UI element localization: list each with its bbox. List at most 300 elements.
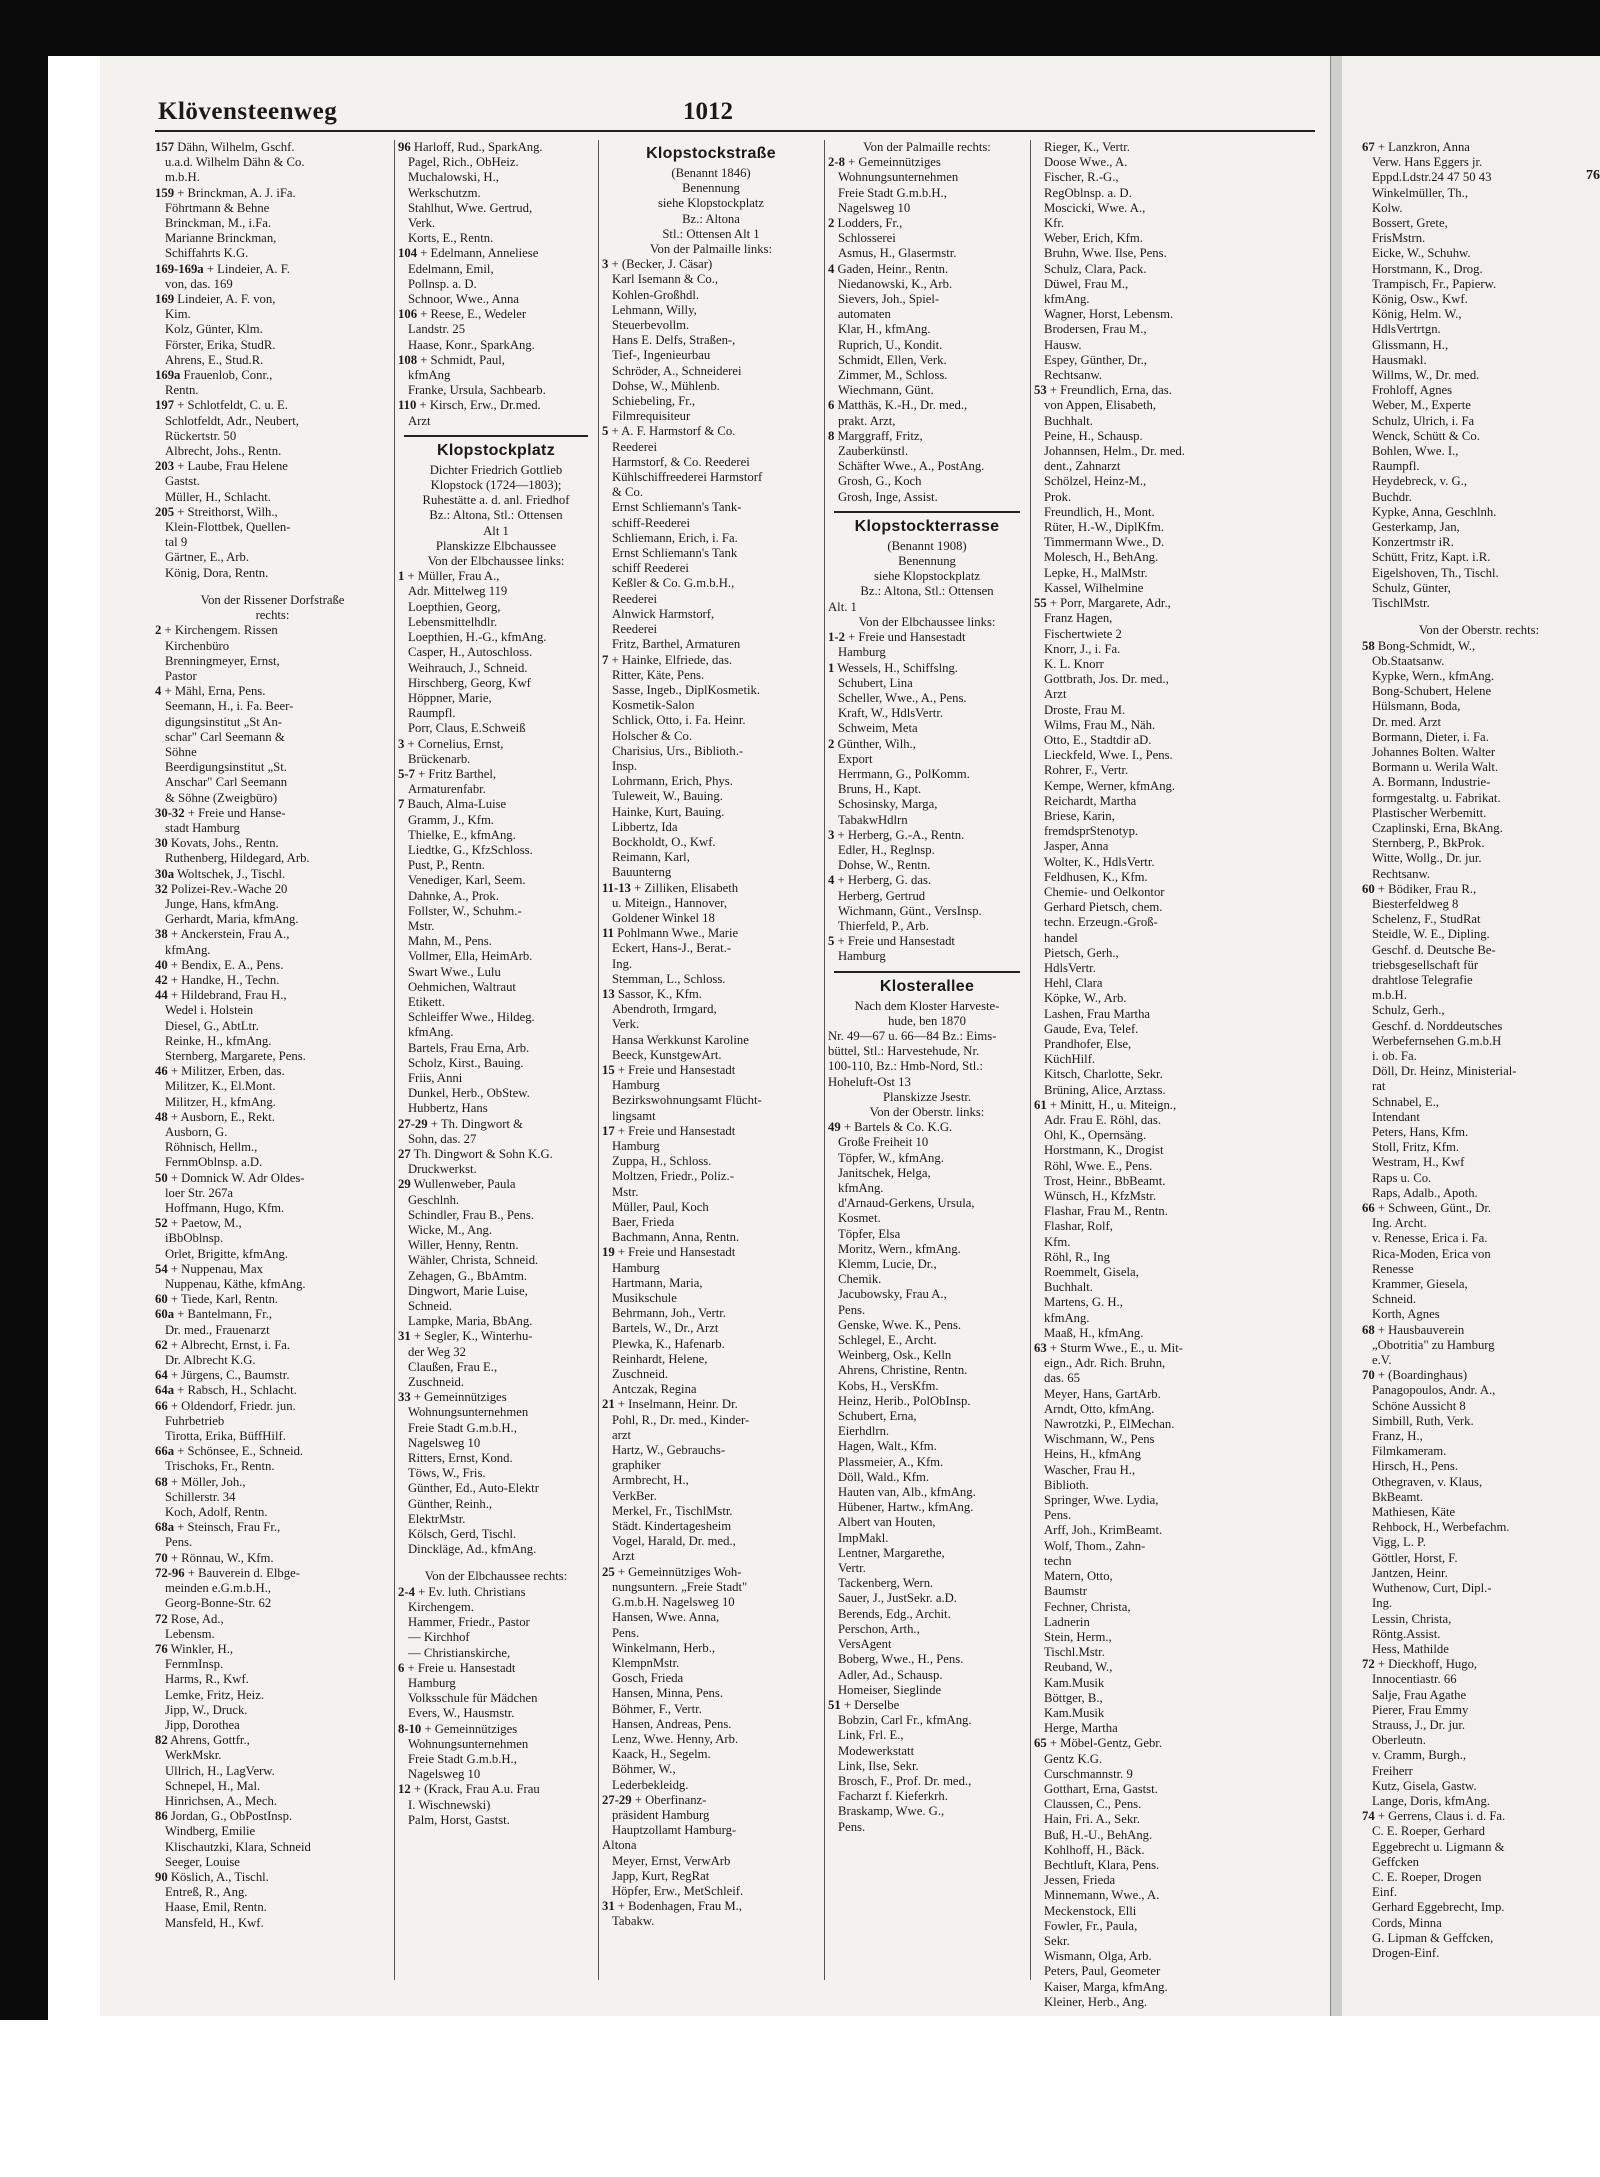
- resident-line: Tirotta, Erika, BüffHilf.: [165, 1429, 286, 1444]
- resident-line: Ing. Archt.: [1372, 1216, 1427, 1231]
- house-number: 62: [155, 1337, 168, 1352]
- resident-line: Heinz, Herib., PolObInsp.: [838, 1393, 971, 1408]
- resident-line: Rückertstr. 50: [165, 428, 237, 443]
- house-number: 48: [155, 1109, 168, 1124]
- resident-line: büttel, Stl.: Harvestehude, Nr.: [828, 1044, 980, 1059]
- address-entry: [1034, 1098, 1260, 1113]
- resident-line: siehe Klopstockplatz: [873, 569, 981, 584]
- resident-line: Von der Palmaille links:: [649, 242, 773, 257]
- resident-line: Buchhalt.: [1044, 1280, 1093, 1295]
- resident-line: Link, Frl. E.,: [838, 1728, 904, 1743]
- house-number: 169a: [155, 368, 181, 383]
- resident-line: Ahrens, E., Stud.R.: [165, 352, 264, 367]
- resident-line: Hartmann, Maria,: [612, 1275, 703, 1290]
- resident-line: Wohnungsunternehmen: [408, 1405, 529, 1420]
- resident-line: Söhne: [165, 744, 197, 759]
- resident-line: TischlMstr.: [1372, 596, 1430, 611]
- resident-line: digungsinstitut „St An-: [165, 714, 283, 729]
- entry-text: + Sturm Wwe., E., u. Mit-: [1046, 1341, 1183, 1356]
- entry-text: + A. F. Harmstorf & Co.: [608, 424, 736, 439]
- resident-line: Kolz, Günter, Klm.: [165, 322, 263, 337]
- house-number: 86: [155, 1809, 168, 1824]
- resident-line: Ausborn, G.: [165, 1125, 228, 1139]
- resident-line: HdlsVertr.: [1044, 960, 1096, 975]
- house-number: 30-32: [155, 805, 185, 820]
- resident-line: Trost, Heinr., BbBeamt.: [1044, 1173, 1166, 1188]
- resident-line: Hans E. Delfs, Straßen-,: [612, 333, 736, 348]
- resident-line: Lieckfeld, Wwe. I., Pens.: [1044, 748, 1173, 763]
- entry-text: + Reese, E., Wedeler: [417, 307, 527, 322]
- resident-line: Steidle, W. E., Dipling.: [1372, 927, 1490, 942]
- resident-line: Arzt: [1044, 687, 1067, 702]
- resident-line: Biesterfeldweg 8: [1372, 896, 1459, 911]
- resident-line: Czaplinski, Erna, BkAng.: [1372, 820, 1503, 835]
- resident-line: Berends, Edg., Archit.: [838, 1606, 951, 1621]
- resident-line: Kohlhoff, H., Bäck.: [1044, 1842, 1145, 1857]
- resident-line: Göttler, Horst, F.: [1372, 1550, 1458, 1565]
- resident-line: Wischmann, W., Pens: [1044, 1432, 1155, 1447]
- entry-text: Matthäs, K.-H., Dr. med.,: [834, 398, 968, 413]
- resident-line: Georg-Bonne-Str. 62: [165, 1596, 272, 1611]
- resident-line: Raps u. Co.: [1372, 1170, 1432, 1185]
- resident-line: Planskizze Jsestr.: [882, 1089, 972, 1104]
- resident-line: Kam.Musik: [1044, 1675, 1105, 1690]
- resident-line: Trischoks, Fr., Rentn.: [165, 1459, 275, 1474]
- resident-line: Genske, Wwe. K., Pens.: [838, 1317, 962, 1332]
- resident-line: Briese, Karin,: [1044, 808, 1115, 823]
- resident-line: Rieger, K., Vertr.: [1044, 140, 1130, 154]
- entry-text: + Schönsee, E., Schneid.: [174, 1444, 304, 1459]
- resident-line: Scholz, Kirst., Bauing.: [408, 1055, 524, 1070]
- house-number: 2-8: [828, 155, 845, 170]
- address-entry: [828, 934, 1026, 949]
- address-entry: [602, 1397, 820, 1412]
- resident-line: Zehagen, G., BbAmtm.: [408, 1268, 528, 1283]
- resident-line: Heins, H., kfmAng: [1044, 1447, 1141, 1462]
- resident-line: Töpfer, Elsa: [838, 1226, 901, 1241]
- house-number: 11-13: [602, 880, 631, 895]
- resident-line: Dingwort, Marie Luise,: [408, 1283, 528, 1298]
- resident-line: Planskizze Elbchaussee: [435, 538, 557, 553]
- resident-line: Pens.: [838, 1302, 866, 1317]
- resident-line: Hess, Mathilde: [1372, 1641, 1449, 1656]
- resident-line: Wismann, Olga, Arb.: [1044, 1949, 1152, 1964]
- resident-line: formgestaltg. u. Fabrikat.: [1372, 790, 1501, 805]
- resident-line: Lampke, Maria, BbAng.: [408, 1314, 533, 1329]
- house-number: 4: [155, 684, 162, 699]
- resident-line: BkBeamt.: [1372, 1489, 1424, 1504]
- entry-text: + Freie und Hansestadt: [614, 1123, 736, 1138]
- house-number: 40: [155, 957, 168, 972]
- house-number: 54: [155, 1261, 168, 1276]
- resident-line: Böhmer, W.,: [612, 1762, 676, 1777]
- entry-text: Lodders, Fr.,: [834, 216, 903, 231]
- resident-line: Johannes Bolten. Walter: [1372, 744, 1496, 759]
- house-number: 11: [602, 926, 614, 941]
- house-number: 64: [155, 1368, 168, 1383]
- resident-line: Entreß, R., Ang.: [165, 1885, 248, 1900]
- resident-line: Hansen, Andreas, Pens.: [612, 1716, 732, 1731]
- resident-line: stadt Hamburg: [165, 820, 240, 835]
- resident-line: Grosh, G., Koch: [838, 474, 922, 489]
- resident-line: Klar, H., kfmAng.: [838, 322, 931, 337]
- resident-line: Kim.: [165, 307, 191, 322]
- resident-line: Ing.: [1372, 1596, 1393, 1611]
- resident-line: triebsgesellschaft für: [1372, 957, 1479, 972]
- house-number: 72-96: [155, 1565, 185, 1580]
- resident-line: Verk.: [408, 216, 436, 231]
- address-entry: [828, 630, 1026, 645]
- house-number: 61: [1034, 1097, 1047, 1112]
- resident-line: Verk.: [612, 1017, 640, 1032]
- section-rule: [834, 511, 1020, 513]
- house-number: 2: [155, 623, 162, 638]
- resident-line: Kobs, H., VersKfm.: [838, 1378, 939, 1393]
- resident-line: Freie Stadt G.m.b.H.,: [838, 185, 947, 200]
- resident-line: Hammer, Friedr., Pastor: [408, 1615, 530, 1630]
- resident-line: Lashen, Frau Martha: [1044, 1006, 1151, 1021]
- resident-line: Eppd.Ldstr.24 47 50 43: [1372, 170, 1492, 185]
- address-entry: [155, 1262, 390, 1277]
- resident-line: Mansfeld, H., Kwf.: [165, 1915, 264, 1930]
- entry-text: + Dieckhoff, Hugo,: [1374, 1657, 1478, 1672]
- resident-line: Hainke, Kurt, Bauing.: [612, 804, 725, 819]
- address-entry: [828, 873, 1026, 888]
- resident-line: Casper, H., Autoschloss.: [408, 645, 533, 660]
- entry-text: + Freie u. Hansestadt: [404, 1660, 516, 1675]
- resident-line: Beeck, KunstgewArt.: [612, 1047, 722, 1062]
- resident-line: Wenck, Schütt & Co.: [1372, 428, 1480, 443]
- resident-line: m.b.H.: [165, 170, 200, 185]
- address-entry: [155, 368, 390, 383]
- resident-line: Charisius, Urs., Biblioth.-: [612, 743, 744, 758]
- address-entry: [398, 140, 594, 155]
- resident-line: Kraft, W., HdlsVertr.: [838, 706, 944, 721]
- house-number: 5: [602, 424, 609, 439]
- resident-line: WerkMskr.: [165, 1748, 222, 1763]
- address-entry: [155, 927, 390, 942]
- resident-line: Konzertmstr iR.: [1372, 535, 1454, 550]
- address-entry: [1034, 1341, 1260, 1356]
- resident-line: Buchhalt.: [1044, 413, 1093, 428]
- resident-line: Sternberg, Margarete, Pens.: [165, 1048, 306, 1063]
- resident-line: ElektrMstr.: [408, 1511, 466, 1526]
- house-number: 3: [398, 736, 405, 751]
- resident-line: Wohnungsunternehmen: [838, 170, 959, 185]
- resident-line: von, das. 169: [165, 276, 233, 291]
- resident-line: Willer, Henny, Rentn.: [408, 1238, 519, 1253]
- resident-line: Ruhestätte a. d. anl. Friedhof: [422, 493, 570, 508]
- resident-line: Espey, Günther, Dr.,: [1044, 352, 1147, 367]
- address-entry: [155, 684, 390, 699]
- house-number: 169: [155, 292, 175, 307]
- entry-text: + Herberg, G.-A., Rentn.: [834, 827, 965, 842]
- resident-line: Perschon, Arth.,: [838, 1621, 920, 1636]
- entry-text: + Freie und Hansestadt: [834, 934, 955, 949]
- entry-text: + Gemeinnütziges Woh-: [614, 1564, 742, 1579]
- address-entry: [1362, 882, 1596, 897]
- resident-line: Roemmelt, Gisela,: [1044, 1265, 1139, 1280]
- resident-line: Brodersen, Frau M.,: [1044, 322, 1147, 337]
- resident-line: Claußen, Frau E.,: [408, 1359, 498, 1374]
- resident-line: Horstmann, K., Drog.: [1372, 261, 1483, 276]
- resident-line: Reederei: [612, 622, 658, 637]
- entry-text: + Hildebrand, Frau H.,: [167, 988, 287, 1003]
- resident-line: Tuleweit, W., Bauing.: [612, 789, 723, 804]
- resident-line: Wicke, M., Ang.: [408, 1223, 493, 1238]
- resident-line: Gastst.: [165, 474, 200, 489]
- house-number: 2: [828, 736, 835, 751]
- directory-column-4: [828, 140, 1026, 1980]
- resident-line: Albrecht, Johs., Rentn.: [165, 444, 282, 459]
- resident-line: Militzer, K., El.Mont.: [165, 1079, 276, 1094]
- resident-line: Töws, W., Fris.: [408, 1466, 486, 1481]
- resident-line: Anschar" Carl Seemann: [165, 775, 288, 790]
- house-number: 159: [155, 185, 175, 200]
- address-entry: [155, 836, 390, 851]
- resident-line: Ohl, K., Opernsäng.: [1044, 1128, 1147, 1143]
- resident-line: Glissmann, H.,: [1372, 337, 1449, 352]
- resident-line: Düwel, Frau M.,: [1044, 276, 1129, 291]
- address-entry: [155, 1566, 390, 1581]
- resident-line: Dr. Albrecht K.G.: [165, 1353, 256, 1368]
- house-number: 15: [602, 1062, 615, 1077]
- resident-line: Kypke, Anna, Geschlnh.: [1372, 504, 1497, 519]
- address-entry: [155, 459, 390, 474]
- resident-line: Chemie- und Oelkontor: [1044, 884, 1165, 899]
- address-entry: [155, 1383, 390, 1398]
- resident-line: iBbOblnsp.: [165, 1231, 224, 1246]
- resident-line: loer Str. 267a: [165, 1185, 234, 1200]
- resident-line: Ruprich, U., Kondit.: [838, 337, 943, 352]
- resident-line: kfmAng.: [1044, 1310, 1090, 1325]
- resident-line: Prandhofer, Else,: [1044, 1036, 1132, 1051]
- resident-line: (Benannt 1908): [887, 538, 967, 553]
- resident-line: Sohn, das. 27: [408, 1131, 477, 1146]
- resident-line: Druckwerkst.: [408, 1162, 477, 1177]
- entry-text: + Möbel-Gentz, Gebr.: [1046, 1736, 1163, 1751]
- resident-line: Albert van Houten,: [838, 1515, 936, 1530]
- resident-line: Kfr.: [1044, 216, 1065, 231]
- resident-line: Röhl, Wwe. E., Pens.: [1044, 1158, 1153, 1173]
- resident-line: Ing.: [612, 956, 633, 971]
- resident-line: Harms, R., Kwf.: [165, 1672, 249, 1687]
- resident-line: Peters, Paul, Geometer: [1044, 1964, 1161, 1979]
- street-heading: Klopstockplatz: [437, 441, 555, 459]
- scan-border-top: [48, 0, 1600, 56]
- resident-line: Merkel, Fr., TischlMstr.: [612, 1503, 733, 1518]
- resident-line: Sauer, J., JustSekr. a.D.: [838, 1591, 957, 1606]
- entry-text: + Tiede, Karl, Rentn.: [167, 1292, 279, 1307]
- resident-line: Evers, W., Hausmstr.: [408, 1706, 515, 1721]
- resident-line: Oehmichen, Waltraut: [408, 979, 516, 994]
- resident-line: Simbill, Ruth, Verk.: [1372, 1413, 1474, 1428]
- house-number: 2: [828, 216, 835, 231]
- resident-line: drahtlose Telegrafie: [1372, 972, 1473, 987]
- address-entry: [602, 1124, 820, 1139]
- resident-line: VersAgent: [838, 1637, 892, 1652]
- resident-line: Ob.Staatsanw.: [1372, 653, 1445, 668]
- resident-line: präsident Hamburg: [612, 1807, 710, 1822]
- resident-line: Loepthien, H.-G., kfmAng.: [408, 630, 547, 645]
- house-number: 6: [828, 398, 835, 413]
- resident-line: Cords, Minna: [1372, 1915, 1442, 1930]
- resident-line: Pollnsp. a. D.: [408, 276, 477, 291]
- house-number: 55: [1034, 596, 1047, 611]
- resident-line: Hansen, Minna, Pens.: [612, 1686, 724, 1701]
- resident-line: TabakwHdlrn: [838, 812, 908, 827]
- resident-line: Kassel, Wilhelmine: [1044, 580, 1144, 595]
- resident-line: Militzer, H., kfmAng.: [165, 1094, 276, 1109]
- resident-line: Knorr, J., i. Fa.: [1044, 641, 1121, 656]
- entry-text: + Porr, Margarete, Adr.,: [1046, 596, 1171, 611]
- resident-line: FrisMstrn.: [1372, 231, 1426, 246]
- resident-line: Röntg.Assist.: [1372, 1626, 1441, 1641]
- resident-line: Böhmer, F., Vertr.: [612, 1701, 702, 1716]
- house-number: 8: [828, 428, 835, 443]
- resident-line: Raumpfl.: [408, 706, 456, 721]
- entry-text: Pohlmann Wwe., Marie: [614, 926, 739, 941]
- resident-line: Doose Wwe., A.: [1044, 155, 1128, 170]
- entry-text: Woltschek, J., Tischl.: [174, 866, 286, 881]
- resident-line: Klischautzki, Klara, Schneid: [165, 1839, 311, 1854]
- address-entry: [828, 737, 1026, 752]
- resident-line: Weber, Erich, Kfm.: [1044, 231, 1143, 246]
- resident-line: Haase, Konr., SparkAng.: [408, 337, 535, 352]
- resident-line: automaten: [838, 307, 891, 322]
- resident-line: Jasper, Anna: [1044, 839, 1109, 854]
- resident-line: Peters, Hans, Kfm.: [1372, 1125, 1469, 1139]
- resident-line: techn: [1044, 1553, 1072, 1568]
- resident-line: Nuppenau, Käthe, kfmAng.: [165, 1277, 306, 1292]
- resident-line: Karl Isemann & Co.,: [612, 272, 719, 287]
- resident-line: Lenz, Wwe. Henny, Arb.: [612, 1731, 739, 1746]
- resident-line: Matern, Otto,: [1044, 1569, 1113, 1584]
- resident-line: Beerdigungsinstitut „St.: [165, 760, 287, 775]
- resident-line: Kirchengem.: [408, 1599, 474, 1614]
- resident-line: Edelmann, Emil,: [408, 261, 494, 276]
- entry-text: + Oldendorf, Friedr. jun.: [167, 1398, 296, 1413]
- resident-line: Ritters, Ernst, Kond.: [408, 1451, 513, 1466]
- right-page-number: 76: [1586, 168, 1600, 183]
- resident-line: Curschmannstr. 9: [1044, 1766, 1133, 1781]
- resident-line: Hauten van, Alb., kfmAng.: [838, 1485, 976, 1500]
- house-number: 30: [155, 836, 168, 851]
- resident-line: Lessin, Christa,: [1372, 1611, 1452, 1626]
- resident-line: Bossert, Grete,: [1372, 216, 1448, 231]
- resident-line: KlempnMstr.: [612, 1655, 680, 1670]
- resident-line: Kypke, Wern., kfmAng.: [1372, 668, 1495, 683]
- column-divider: [598, 140, 599, 1980]
- house-number: 27-29: [398, 1116, 428, 1131]
- resident-line: Drogen-Einf.: [1372, 1945, 1440, 1960]
- resident-line: kfmAng: [408, 368, 451, 383]
- resident-line: Höpfer, Erw., MetSchleif.: [612, 1883, 744, 1898]
- resident-line: Wähler, Christa, Schneid.: [408, 1253, 539, 1268]
- entry-text: + Hainke, Elfriede, das.: [608, 652, 733, 667]
- resident-line: Rechtsanw.: [1044, 368, 1103, 383]
- resident-line: Arff, Joh., KrimBeamt.: [1044, 1523, 1163, 1538]
- resident-line: Kosmetik-Salon: [612, 698, 695, 713]
- resident-line: Zuppa, H., Schloss.: [612, 1154, 712, 1169]
- resident-line: handel: [1044, 930, 1078, 945]
- resident-line: HdlsVertrtgn.: [1372, 322, 1441, 337]
- entry-text: Frauenlob, Conr.,: [180, 368, 273, 383]
- resident-line: Filmrequisiteur: [612, 409, 691, 424]
- resident-line: Filmkameram.: [1372, 1444, 1447, 1459]
- resident-line: Pagel, Rich., ObHeiz.: [408, 155, 519, 170]
- house-number: 68a: [155, 1520, 175, 1535]
- resident-line: Hoheluft-Ost 13: [828, 1074, 911, 1089]
- resident-line: Loepthien, Georg,: [408, 599, 501, 614]
- entry-text: + Freie und Hansestadt: [614, 1245, 736, 1260]
- resident-line: Ladnerin: [1044, 1614, 1090, 1629]
- resident-line: Raps, Adalb., Apoth.: [1372, 1185, 1478, 1200]
- resident-line: Reichardt, Martha: [1044, 793, 1137, 808]
- resident-line: Döll, Wald., Kfm.: [838, 1469, 930, 1484]
- resident-line: Pens.: [1044, 1508, 1072, 1523]
- resident-line: Schliemann, Erich, i. Fa.: [612, 530, 738, 545]
- section-rule: [834, 971, 1020, 973]
- resident-line: Seeger, Louise: [165, 1854, 240, 1869]
- resident-line: Gerhard Eggebrecht, Imp.: [1372, 1900, 1505, 1915]
- resident-line: Kitsch, Charlotte, Sekr.: [1044, 1067, 1163, 1082]
- resident-line: Dohse, W., Rentn.: [838, 858, 931, 873]
- resident-line: Zuschneid.: [408, 1375, 465, 1390]
- resident-line: Schubert, Lina: [838, 675, 913, 690]
- resident-line: Witte, Wollg., Dr. jur.: [1372, 851, 1482, 866]
- resident-line: der Weg 32: [408, 1344, 466, 1359]
- resident-line: A. Bormann, Industrie-: [1372, 775, 1491, 790]
- resident-line: Schöne Aussicht 8: [1372, 1398, 1466, 1413]
- resident-line: Schosinsky, Marga,: [838, 797, 938, 812]
- address-entry: [155, 806, 390, 821]
- resident-line: Schiebeling, Fr.,: [612, 394, 696, 409]
- resident-line: Jantzen, Heinr.: [1372, 1565, 1448, 1580]
- resident-line: Behrmann, Joh., Vertr.: [612, 1306, 726, 1321]
- resident-line: Geffcken: [1372, 1854, 1419, 1869]
- resident-line: Weihrauch, J., Schneid.: [408, 660, 528, 675]
- resident-line: d'Arnaud-Gerkens, Ursula,: [838, 1196, 975, 1211]
- house-number: 104: [398, 246, 418, 261]
- resident-line: Gotthart, Erna, Gastst.: [1044, 1781, 1158, 1796]
- address-entry: [398, 1117, 594, 1132]
- resident-line: Hirschberg, Georg, Kwf: [408, 675, 531, 690]
- resident-line: Schmidt, Ellen, Verk.: [838, 352, 947, 367]
- resident-line: Plassmeier, A., Kfm.: [838, 1454, 944, 1469]
- resident-line: Braskamp, Wwe. G.,: [838, 1804, 945, 1819]
- address-entry: [602, 424, 820, 439]
- resident-line: das. 65: [1044, 1371, 1080, 1386]
- resident-line: Freiherr: [1372, 1763, 1413, 1778]
- house-number: 7: [602, 652, 609, 667]
- house-number: 66: [1362, 1201, 1375, 1216]
- directory-column-1: [155, 140, 390, 1980]
- resident-line: Pierer, Frau Emmy: [1372, 1702, 1469, 1717]
- resident-line: Hauptzollamt Hamburg-: [612, 1823, 737, 1838]
- resident-line: Adr. Frau E. Röhl, das.: [1044, 1113, 1161, 1127]
- resident-line: Korts, E., Rentn.: [408, 231, 494, 246]
- resident-line: Rüter, H.-W., DiplKfm.: [1044, 520, 1164, 535]
- resident-line: Hinrichsen, A., Mech.: [165, 1793, 278, 1808]
- resident-line: Mahn, M., Pens.: [408, 934, 492, 949]
- house-number: 2-4: [398, 1584, 415, 1599]
- resident-line: Armbrecht, H.,: [612, 1473, 689, 1488]
- resident-line: Gaude, Eva, Telef.: [1044, 1021, 1139, 1036]
- house-number: 96: [398, 140, 411, 154]
- resident-line: Ahrens, Christine, Rentn.: [838, 1363, 968, 1378]
- address-entry: [398, 1585, 594, 1600]
